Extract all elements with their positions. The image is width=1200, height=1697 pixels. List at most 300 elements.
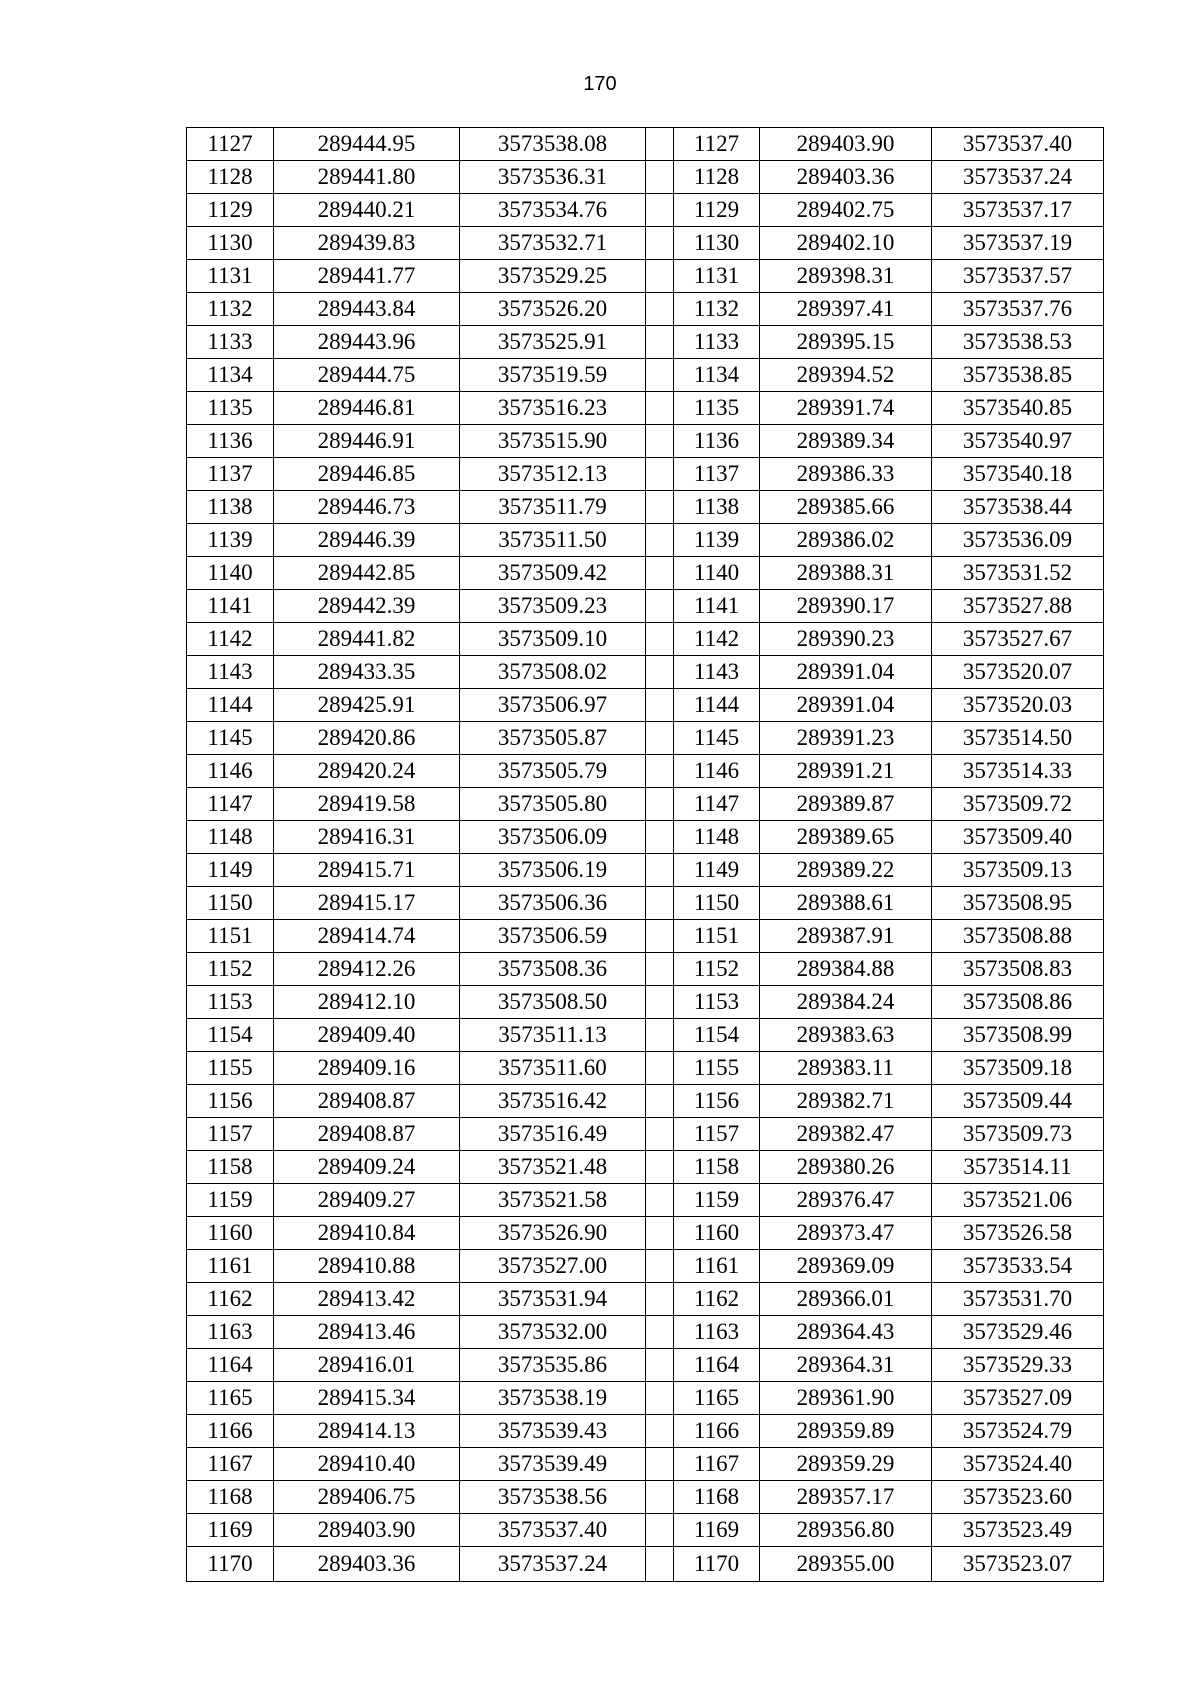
column-gap bbox=[646, 1052, 674, 1085]
column-gap bbox=[646, 1184, 674, 1217]
x-coordinate-right: 289387.91 bbox=[760, 920, 932, 953]
point-id-right: 1130 bbox=[674, 227, 760, 260]
x-coordinate-left: 289413.42 bbox=[274, 1283, 460, 1316]
x-coordinate-left: 289443.96 bbox=[274, 326, 460, 359]
point-id-left: 1139 bbox=[187, 524, 274, 557]
point-id-left: 1145 bbox=[187, 722, 274, 755]
x-coordinate-left: 289446.85 bbox=[274, 458, 460, 491]
y-coordinate-right: 3573520.07 bbox=[932, 656, 1104, 689]
column-gap bbox=[646, 1316, 674, 1349]
x-coordinate-left: 289446.73 bbox=[274, 491, 460, 524]
x-coordinate-left: 289415.17 bbox=[274, 887, 460, 920]
y-coordinate-right: 3573514.50 bbox=[932, 722, 1104, 755]
point-id-right: 1154 bbox=[674, 1019, 760, 1052]
table-row bbox=[187, 524, 1104, 557]
point-id-left: 1157 bbox=[187, 1118, 274, 1151]
point-id-right: 1149 bbox=[674, 854, 760, 887]
y-coordinate-right: 3573529.33 bbox=[932, 1349, 1104, 1382]
table-row bbox=[187, 590, 1104, 623]
table-row bbox=[187, 1184, 1104, 1217]
point-id-left: 1133 bbox=[187, 326, 274, 359]
x-coordinate-left: 289441.77 bbox=[274, 260, 460, 293]
y-coordinate-right: 3573527.67 bbox=[932, 623, 1104, 656]
y-coordinate-right: 3573538.85 bbox=[932, 359, 1104, 392]
x-coordinate-left: 289416.01 bbox=[274, 1349, 460, 1382]
y-coordinate-right: 3573523.60 bbox=[932, 1481, 1104, 1514]
y-coordinate-left: 3573511.13 bbox=[460, 1019, 646, 1052]
point-id-left: 1132 bbox=[187, 293, 274, 326]
x-coordinate-left: 289446.91 bbox=[274, 425, 460, 458]
column-gap bbox=[646, 656, 674, 689]
table-row bbox=[187, 1481, 1104, 1514]
point-id-left: 1136 bbox=[187, 425, 274, 458]
column-gap bbox=[646, 623, 674, 656]
point-id-right: 1153 bbox=[674, 986, 760, 1019]
y-coordinate-right: 3573509.18 bbox=[932, 1052, 1104, 1085]
point-id-left: 1146 bbox=[187, 755, 274, 788]
table-row bbox=[187, 1514, 1104, 1547]
column-gap bbox=[646, 1217, 674, 1250]
x-coordinate-right: 289364.31 bbox=[760, 1349, 932, 1382]
y-coordinate-right: 3573533.54 bbox=[932, 1250, 1104, 1283]
point-id-right: 1129 bbox=[674, 194, 760, 227]
column-gap bbox=[646, 128, 674, 161]
point-id-left: 1153 bbox=[187, 986, 274, 1019]
y-coordinate-right: 3573523.07 bbox=[932, 1547, 1104, 1582]
x-coordinate-right: 289369.09 bbox=[760, 1250, 932, 1283]
column-gap bbox=[646, 1547, 674, 1582]
point-id-left: 1138 bbox=[187, 491, 274, 524]
x-coordinate-left: 289414.74 bbox=[274, 920, 460, 953]
point-id-left: 1170 bbox=[187, 1547, 274, 1582]
x-coordinate-right: 289386.02 bbox=[760, 524, 932, 557]
y-coordinate-right: 3573514.11 bbox=[932, 1151, 1104, 1184]
y-coordinate-right: 3573538.44 bbox=[932, 491, 1104, 524]
table-row bbox=[187, 656, 1104, 689]
point-id-left: 1154 bbox=[187, 1019, 274, 1052]
x-coordinate-left: 289441.82 bbox=[274, 623, 460, 656]
x-coordinate-left: 289406.75 bbox=[274, 1481, 460, 1514]
table-row bbox=[187, 1250, 1104, 1283]
x-coordinate-right: 289359.29 bbox=[760, 1448, 932, 1481]
point-id-left: 1142 bbox=[187, 623, 274, 656]
x-coordinate-left: 289408.87 bbox=[274, 1118, 460, 1151]
point-id-right: 1148 bbox=[674, 821, 760, 854]
y-coordinate-right: 3573529.46 bbox=[932, 1316, 1104, 1349]
x-coordinate-left: 289413.46 bbox=[274, 1316, 460, 1349]
point-id-left: 1158 bbox=[187, 1151, 274, 1184]
x-coordinate-right: 289356.80 bbox=[760, 1514, 932, 1547]
y-coordinate-left: 3573538.19 bbox=[460, 1382, 646, 1415]
point-id-right: 1147 bbox=[674, 788, 760, 821]
point-id-left: 1166 bbox=[187, 1415, 274, 1448]
y-coordinate-right: 3573526.58 bbox=[932, 1217, 1104, 1250]
table-row bbox=[187, 293, 1104, 326]
point-id-right: 1166 bbox=[674, 1415, 760, 1448]
y-coordinate-left: 3573508.36 bbox=[460, 953, 646, 986]
x-coordinate-left: 289410.88 bbox=[274, 1250, 460, 1283]
y-coordinate-right: 3573509.73 bbox=[932, 1118, 1104, 1151]
y-coordinate-left: 3573529.25 bbox=[460, 260, 646, 293]
column-gap bbox=[646, 161, 674, 194]
column-gap bbox=[646, 1085, 674, 1118]
x-coordinate-left: 289446.81 bbox=[274, 392, 460, 425]
point-id-right: 1137 bbox=[674, 458, 760, 491]
x-coordinate-right: 289395.15 bbox=[760, 326, 932, 359]
y-coordinate-left: 3573521.58 bbox=[460, 1184, 646, 1217]
y-coordinate-right: 3573520.03 bbox=[932, 689, 1104, 722]
y-coordinate-left: 3573526.90 bbox=[460, 1217, 646, 1250]
x-coordinate-right: 289357.17 bbox=[760, 1481, 932, 1514]
y-coordinate-left: 3573511.60 bbox=[460, 1052, 646, 1085]
y-coordinate-left: 3573511.50 bbox=[460, 524, 646, 557]
point-id-left: 1143 bbox=[187, 656, 274, 689]
point-id-right: 1150 bbox=[674, 887, 760, 920]
y-coordinate-left: 3573515.90 bbox=[460, 425, 646, 458]
y-coordinate-right: 3573537.17 bbox=[932, 194, 1104, 227]
x-coordinate-left: 289403.36 bbox=[274, 1547, 460, 1582]
x-coordinate-left: 289419.58 bbox=[274, 788, 460, 821]
y-coordinate-right: 3573540.18 bbox=[932, 458, 1104, 491]
y-coordinate-right: 3573527.09 bbox=[932, 1382, 1104, 1415]
point-id-right: 1152 bbox=[674, 953, 760, 986]
y-coordinate-left: 3573516.42 bbox=[460, 1085, 646, 1118]
table-row bbox=[187, 986, 1104, 1019]
point-id-right: 1163 bbox=[674, 1316, 760, 1349]
y-coordinate-left: 3573508.02 bbox=[460, 656, 646, 689]
column-gap bbox=[646, 689, 674, 722]
column-gap bbox=[646, 1415, 674, 1448]
point-id-left: 1162 bbox=[187, 1283, 274, 1316]
x-coordinate-left: 289403.90 bbox=[274, 1514, 460, 1547]
y-coordinate-left: 3573505.87 bbox=[460, 722, 646, 755]
y-coordinate-left: 3573537.40 bbox=[460, 1514, 646, 1547]
table-row bbox=[187, 1085, 1104, 1118]
point-id-right: 1128 bbox=[674, 161, 760, 194]
point-id-right: 1135 bbox=[674, 392, 760, 425]
column-gap bbox=[646, 755, 674, 788]
point-id-right: 1164 bbox=[674, 1349, 760, 1382]
point-id-left: 1137 bbox=[187, 458, 274, 491]
x-coordinate-right: 289391.23 bbox=[760, 722, 932, 755]
y-coordinate-right: 3573537.57 bbox=[932, 260, 1104, 293]
x-coordinate-left: 289442.39 bbox=[274, 590, 460, 623]
column-gap bbox=[646, 1349, 674, 1382]
y-coordinate-left: 3573506.09 bbox=[460, 821, 646, 854]
x-coordinate-right: 289391.74 bbox=[760, 392, 932, 425]
y-coordinate-right: 3573537.19 bbox=[932, 227, 1104, 260]
x-coordinate-left: 289425.91 bbox=[274, 689, 460, 722]
point-id-right: 1167 bbox=[674, 1448, 760, 1481]
table-row bbox=[187, 359, 1104, 392]
table-row bbox=[187, 623, 1104, 656]
table-row bbox=[187, 1547, 1104, 1582]
x-coordinate-left: 289446.39 bbox=[274, 524, 460, 557]
x-coordinate-right: 289394.52 bbox=[760, 359, 932, 392]
column-gap bbox=[646, 1481, 674, 1514]
y-coordinate-left: 3573511.79 bbox=[460, 491, 646, 524]
column-gap bbox=[646, 425, 674, 458]
column-gap bbox=[646, 194, 674, 227]
x-coordinate-left: 289409.24 bbox=[274, 1151, 460, 1184]
y-coordinate-left: 3573509.10 bbox=[460, 623, 646, 656]
x-coordinate-right: 289390.17 bbox=[760, 590, 932, 623]
y-coordinate-left: 3573506.59 bbox=[460, 920, 646, 953]
column-gap bbox=[646, 359, 674, 392]
x-coordinate-right: 289391.21 bbox=[760, 755, 932, 788]
coordinates-table-body bbox=[187, 128, 1104, 1582]
y-coordinate-right: 3573521.06 bbox=[932, 1184, 1104, 1217]
x-coordinate-right: 289388.31 bbox=[760, 557, 932, 590]
y-coordinate-left: 3573509.42 bbox=[460, 557, 646, 590]
y-coordinate-right: 3573537.24 bbox=[932, 161, 1104, 194]
y-coordinate-right: 3573540.97 bbox=[932, 425, 1104, 458]
y-coordinate-right: 3573509.72 bbox=[932, 788, 1104, 821]
x-coordinate-left: 289409.40 bbox=[274, 1019, 460, 1052]
y-coordinate-right: 3573508.99 bbox=[932, 1019, 1104, 1052]
point-id-right: 1161 bbox=[674, 1250, 760, 1283]
y-coordinate-left: 3573535.86 bbox=[460, 1349, 646, 1382]
point-id-right: 1158 bbox=[674, 1151, 760, 1184]
x-coordinate-left: 289412.26 bbox=[274, 953, 460, 986]
column-gap bbox=[646, 392, 674, 425]
table-row bbox=[187, 1283, 1104, 1316]
point-id-left: 1127 bbox=[187, 128, 274, 161]
x-coordinate-right: 289355.00 bbox=[760, 1547, 932, 1582]
coordinates-table bbox=[186, 127, 1104, 1582]
x-coordinate-right: 289359.89 bbox=[760, 1415, 932, 1448]
column-gap bbox=[646, 1019, 674, 1052]
point-id-left: 1151 bbox=[187, 920, 274, 953]
point-id-right: 1168 bbox=[674, 1481, 760, 1514]
point-id-right: 1165 bbox=[674, 1382, 760, 1415]
x-coordinate-right: 289382.71 bbox=[760, 1085, 932, 1118]
x-coordinate-left: 289443.84 bbox=[274, 293, 460, 326]
table-row bbox=[187, 260, 1104, 293]
table-row bbox=[187, 1052, 1104, 1085]
y-coordinate-left: 3573505.79 bbox=[460, 755, 646, 788]
y-coordinate-left: 3573508.50 bbox=[460, 986, 646, 1019]
point-id-right: 1142 bbox=[674, 623, 760, 656]
y-coordinate-left: 3573516.23 bbox=[460, 392, 646, 425]
x-coordinate-right: 289403.90 bbox=[760, 128, 932, 161]
table-row bbox=[187, 557, 1104, 590]
y-coordinate-left: 3573516.49 bbox=[460, 1118, 646, 1151]
point-id-left: 1155 bbox=[187, 1052, 274, 1085]
point-id-right: 1151 bbox=[674, 920, 760, 953]
y-coordinate-left: 3573505.80 bbox=[460, 788, 646, 821]
point-id-right: 1162 bbox=[674, 1283, 760, 1316]
point-id-left: 1131 bbox=[187, 260, 274, 293]
y-coordinate-right: 3573508.86 bbox=[932, 986, 1104, 1019]
y-coordinate-left: 3573539.49 bbox=[460, 1448, 646, 1481]
y-coordinate-left: 3573527.00 bbox=[460, 1250, 646, 1283]
y-coordinate-left: 3573525.91 bbox=[460, 326, 646, 359]
y-coordinate-right: 3573508.88 bbox=[932, 920, 1104, 953]
x-coordinate-right: 289384.88 bbox=[760, 953, 932, 986]
point-id-right: 1160 bbox=[674, 1217, 760, 1250]
y-coordinate-left: 3573538.56 bbox=[460, 1481, 646, 1514]
x-coordinate-right: 289398.31 bbox=[760, 260, 932, 293]
x-coordinate-left: 289416.31 bbox=[274, 821, 460, 854]
y-coordinate-left: 3573506.97 bbox=[460, 689, 646, 722]
point-id-left: 1128 bbox=[187, 161, 274, 194]
y-coordinate-left: 3573526.20 bbox=[460, 293, 646, 326]
table-row bbox=[187, 1118, 1104, 1151]
column-gap bbox=[646, 524, 674, 557]
table-row bbox=[187, 1316, 1104, 1349]
point-id-left: 1140 bbox=[187, 557, 274, 590]
point-id-right: 1156 bbox=[674, 1085, 760, 1118]
table-row bbox=[187, 425, 1104, 458]
table-row bbox=[187, 920, 1104, 953]
point-id-right: 1170 bbox=[674, 1547, 760, 1582]
y-coordinate-left: 3573537.24 bbox=[460, 1547, 646, 1582]
point-id-left: 1129 bbox=[187, 194, 274, 227]
column-gap bbox=[646, 920, 674, 953]
x-coordinate-right: 289376.47 bbox=[760, 1184, 932, 1217]
x-coordinate-right: 289366.01 bbox=[760, 1283, 932, 1316]
x-coordinate-right: 289373.47 bbox=[760, 1217, 932, 1250]
table-row bbox=[187, 1019, 1104, 1052]
x-coordinate-left: 289420.24 bbox=[274, 755, 460, 788]
column-gap bbox=[646, 986, 674, 1019]
point-id-left: 1169 bbox=[187, 1514, 274, 1547]
x-coordinate-right: 289382.47 bbox=[760, 1118, 932, 1151]
x-coordinate-left: 289410.84 bbox=[274, 1217, 460, 1250]
x-coordinate-right: 289384.24 bbox=[760, 986, 932, 1019]
y-coordinate-left: 3573534.76 bbox=[460, 194, 646, 227]
x-coordinate-right: 289389.22 bbox=[760, 854, 932, 887]
point-id-left: 1148 bbox=[187, 821, 274, 854]
x-coordinate-left: 289409.27 bbox=[274, 1184, 460, 1217]
y-coordinate-right: 3573540.85 bbox=[932, 392, 1104, 425]
x-coordinate-left: 289441.80 bbox=[274, 161, 460, 194]
table-row bbox=[187, 161, 1104, 194]
table-row bbox=[187, 887, 1104, 920]
y-coordinate-left: 3573536.31 bbox=[460, 161, 646, 194]
table-row bbox=[187, 1151, 1104, 1184]
column-gap bbox=[646, 326, 674, 359]
point-id-left: 1144 bbox=[187, 689, 274, 722]
column-gap bbox=[646, 260, 674, 293]
y-coordinate-left: 3573539.43 bbox=[460, 1415, 646, 1448]
point-id-left: 1156 bbox=[187, 1085, 274, 1118]
x-coordinate-left: 289439.83 bbox=[274, 227, 460, 260]
y-coordinate-right: 3573531.52 bbox=[932, 557, 1104, 590]
y-coordinate-right: 3573527.88 bbox=[932, 590, 1104, 623]
point-id-right: 1145 bbox=[674, 722, 760, 755]
x-coordinate-right: 289385.66 bbox=[760, 491, 932, 524]
y-coordinate-left: 3573531.94 bbox=[460, 1283, 646, 1316]
x-coordinate-left: 289444.75 bbox=[274, 359, 460, 392]
x-coordinate-right: 289388.61 bbox=[760, 887, 932, 920]
table-row bbox=[187, 755, 1104, 788]
table-row bbox=[187, 689, 1104, 722]
y-coordinate-right: 3573514.33 bbox=[932, 755, 1104, 788]
x-coordinate-right: 289389.65 bbox=[760, 821, 932, 854]
y-coordinate-right: 3573524.79 bbox=[932, 1415, 1104, 1448]
column-gap bbox=[646, 458, 674, 491]
table-row bbox=[187, 1349, 1104, 1382]
y-coordinate-left: 3573538.08 bbox=[460, 128, 646, 161]
y-coordinate-right: 3573537.76 bbox=[932, 293, 1104, 326]
point-id-left: 1130 bbox=[187, 227, 274, 260]
x-coordinate-left: 289412.10 bbox=[274, 986, 460, 1019]
y-coordinate-right: 3573509.40 bbox=[932, 821, 1104, 854]
point-id-right: 1131 bbox=[674, 260, 760, 293]
y-coordinate-right: 3573509.13 bbox=[932, 854, 1104, 887]
x-coordinate-right: 289383.63 bbox=[760, 1019, 932, 1052]
column-gap bbox=[646, 1250, 674, 1283]
y-coordinate-right: 3573508.95 bbox=[932, 887, 1104, 920]
y-coordinate-left: 3573509.23 bbox=[460, 590, 646, 623]
column-gap bbox=[646, 293, 674, 326]
point-id-left: 1150 bbox=[187, 887, 274, 920]
point-id-right: 1157 bbox=[674, 1118, 760, 1151]
x-coordinate-right: 289391.04 bbox=[760, 656, 932, 689]
x-coordinate-left: 289410.40 bbox=[274, 1448, 460, 1481]
table-row bbox=[187, 1448, 1104, 1481]
x-coordinate-left: 289409.16 bbox=[274, 1052, 460, 1085]
y-coordinate-right: 3573538.53 bbox=[932, 326, 1104, 359]
point-id-left: 1164 bbox=[187, 1349, 274, 1382]
point-id-left: 1161 bbox=[187, 1250, 274, 1283]
x-coordinate-right: 289361.90 bbox=[760, 1382, 932, 1415]
x-coordinate-left: 289414.13 bbox=[274, 1415, 460, 1448]
y-coordinate-left: 3573506.19 bbox=[460, 854, 646, 887]
point-id-right: 1138 bbox=[674, 491, 760, 524]
y-coordinate-right: 3573523.49 bbox=[932, 1514, 1104, 1547]
point-id-left: 1165 bbox=[187, 1382, 274, 1415]
x-coordinate-right: 289390.23 bbox=[760, 623, 932, 656]
column-gap bbox=[646, 722, 674, 755]
x-coordinate-right: 289402.10 bbox=[760, 227, 932, 260]
table-row bbox=[187, 854, 1104, 887]
y-coordinate-left: 3573521.48 bbox=[460, 1151, 646, 1184]
point-id-left: 1135 bbox=[187, 392, 274, 425]
column-gap bbox=[646, 1382, 674, 1415]
y-coordinate-left: 3573512.13 bbox=[460, 458, 646, 491]
x-coordinate-right: 289391.04 bbox=[760, 689, 932, 722]
x-coordinate-left: 289420.86 bbox=[274, 722, 460, 755]
y-coordinate-left: 3573532.71 bbox=[460, 227, 646, 260]
y-coordinate-right: 3573524.40 bbox=[932, 1448, 1104, 1481]
column-gap bbox=[646, 227, 674, 260]
table-row bbox=[187, 458, 1104, 491]
y-coordinate-left: 3573532.00 bbox=[460, 1316, 646, 1349]
x-coordinate-right: 289403.36 bbox=[760, 161, 932, 194]
point-id-left: 1149 bbox=[187, 854, 274, 887]
x-coordinate-right: 289402.75 bbox=[760, 194, 932, 227]
point-id-right: 1140 bbox=[674, 557, 760, 590]
table-row bbox=[187, 953, 1104, 986]
point-id-right: 1159 bbox=[674, 1184, 760, 1217]
column-gap bbox=[646, 821, 674, 854]
point-id-right: 1134 bbox=[674, 359, 760, 392]
point-id-left: 1167 bbox=[187, 1448, 274, 1481]
point-id-left: 1159 bbox=[187, 1184, 274, 1217]
page-number: 170 bbox=[583, 73, 617, 95]
point-id-left: 1141 bbox=[187, 590, 274, 623]
column-gap bbox=[646, 953, 674, 986]
table-row bbox=[187, 326, 1104, 359]
column-gap bbox=[646, 1151, 674, 1184]
column-gap bbox=[646, 1283, 674, 1316]
column-gap bbox=[646, 854, 674, 887]
y-coordinate-right: 3573509.44 bbox=[932, 1085, 1104, 1118]
table-row bbox=[187, 227, 1104, 260]
